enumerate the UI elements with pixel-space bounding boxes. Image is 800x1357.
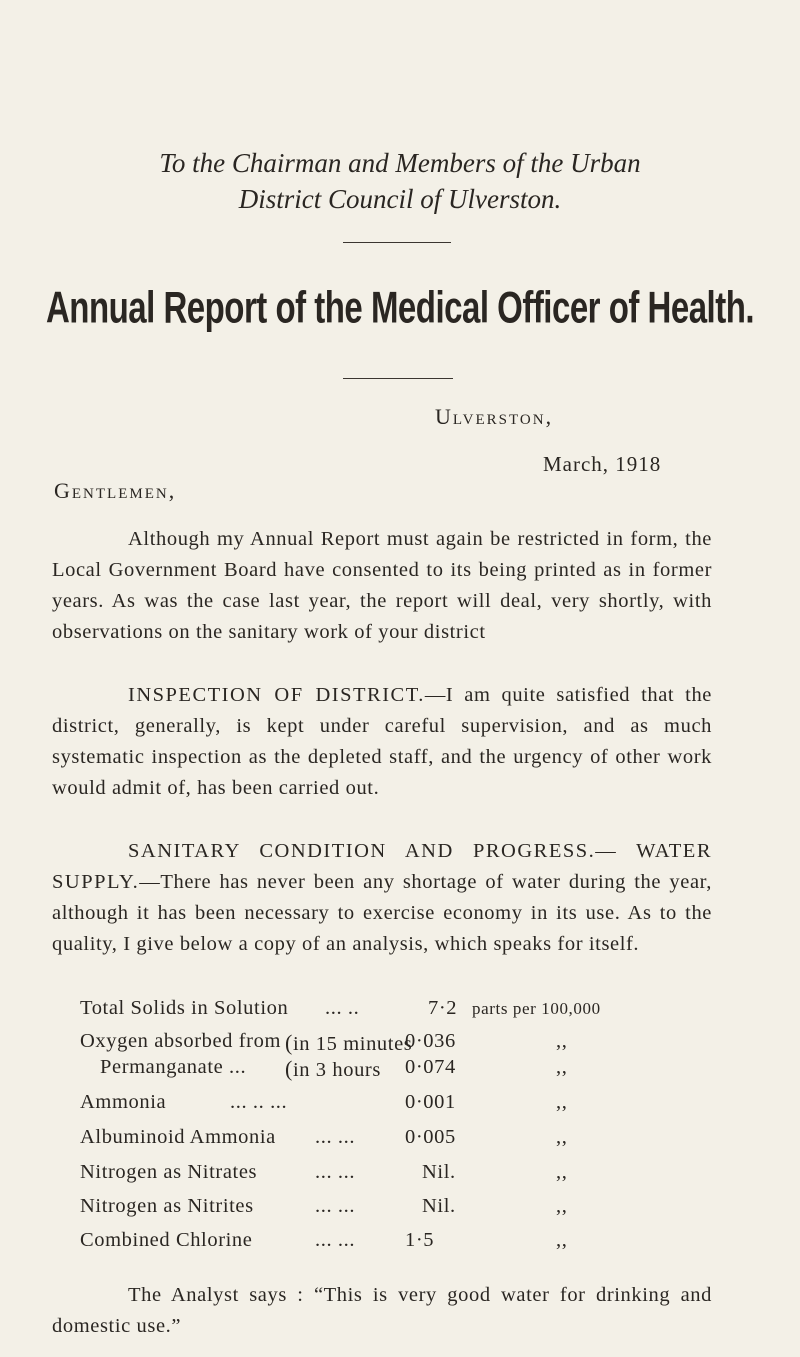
units-label: parts per 100,000 <box>472 999 601 1018</box>
ditto-mark: ,, <box>556 1056 568 1078</box>
place: Ulverston, <box>435 404 554 429</box>
row-value: 1·5 <box>405 1229 435 1251</box>
inspection-title: INSPECTION OF DISTRICT. <box>128 684 425 706</box>
row-value: 0·036 <box>405 1030 456 1052</box>
row-dots: ... .. <box>325 997 360 1019</box>
date: March, 1918 <box>543 452 662 476</box>
addressee-line-1: To the Chairman and Members of the Urban <box>159 148 641 178</box>
row-label: Oxygen absorbed from <box>80 1030 282 1052</box>
salutation: Gentlemen, <box>54 478 177 503</box>
row-dots: (in 3 hours <box>285 1056 381 1081</box>
table-row <box>0 1195 800 1226</box>
inspection-paragraph <box>52 680 712 804</box>
table-row <box>0 1091 800 1122</box>
row-value: Nil. <box>422 1195 456 1217</box>
brace-open-icon: ( <box>285 1030 293 1055</box>
sanitary-paragraph <box>52 836 712 960</box>
intro-paragraph: Although my Annual Report must again be restricted in form, the Local Government Board have consented to its being printed as in former years. As was the case last year, the report will deal, very shortly, with observations on the sanitary work of your district <box>52 528 712 643</box>
brace-close-icon: ( <box>285 1056 293 1081</box>
row-dots: ... .. ... <box>230 1091 288 1113</box>
ditto-mark: ,, <box>556 1091 568 1113</box>
ditto-mark: ,, <box>556 1195 568 1217</box>
row-dots: ... ... <box>315 1126 356 1148</box>
ditto-mark: ,, <box>556 1030 568 1052</box>
divider-top <box>343 242 451 243</box>
report-heading: Annual Report of the Medical Officer of Health. <box>45 282 755 332</box>
row-label: Albuminoid Ammonia <box>80 1126 276 1148</box>
ditto-mark: ,, <box>556 1229 568 1251</box>
addressee-line-2: District Council of Ulverston. <box>238 184 562 214</box>
inspection-body: —I am quite satisfied that the district, generally, is kept under careful supervision, and as much systematic inspection as the depleted staff, and the urgency of other work would admit of, has been carried out. <box>52 684 712 799</box>
table-row <box>0 997 800 1028</box>
row-label: Ammonia <box>80 1091 167 1113</box>
row-value: Nil. <box>422 1161 456 1183</box>
row-label: Combined Chlorine <box>80 1229 253 1251</box>
row-dots: ... ... <box>315 1195 356 1217</box>
row-label: Nitrogen as Nitrites <box>80 1195 254 1217</box>
row-value: 7·2 <box>428 997 458 1019</box>
row-label: Permanganate ... <box>100 1056 247 1078</box>
row-dots: ... ... <box>315 1161 356 1183</box>
table-row <box>0 1056 800 1087</box>
row-label: Total Solids in Solution <box>80 997 289 1019</box>
closing-paragraph: The Analyst says : “This is very good water for drinking and domestic use.” <box>52 1284 712 1337</box>
ditto-mark: ,, <box>556 1161 568 1183</box>
ditto-mark: ,, <box>556 1126 568 1148</box>
sanitary-body: —There has never been any shortage of water during the year, although it has been necessary to exercise economy in its use. As to the quality, I give below a copy of an analysis, which speaks for itself. <box>52 871 712 955</box>
divider-bottom <box>343 378 453 379</box>
table-row <box>0 1229 800 1260</box>
sanitary-title: SANITARY CONDITION AND PROGRESS.— WATER SUPPLY. <box>52 840 712 893</box>
row-dots: ... ... <box>315 1229 356 1251</box>
row-label: Nitrogen as Nitrates <box>80 1161 258 1183</box>
row-value: 0·074 <box>405 1056 456 1078</box>
row-dots: (in 15 minutes <box>285 1030 413 1055</box>
table-row <box>0 1126 800 1157</box>
table-row <box>0 1161 800 1192</box>
row-value: 0·001 <box>405 1091 456 1113</box>
row-value: 0·005 <box>405 1126 456 1148</box>
